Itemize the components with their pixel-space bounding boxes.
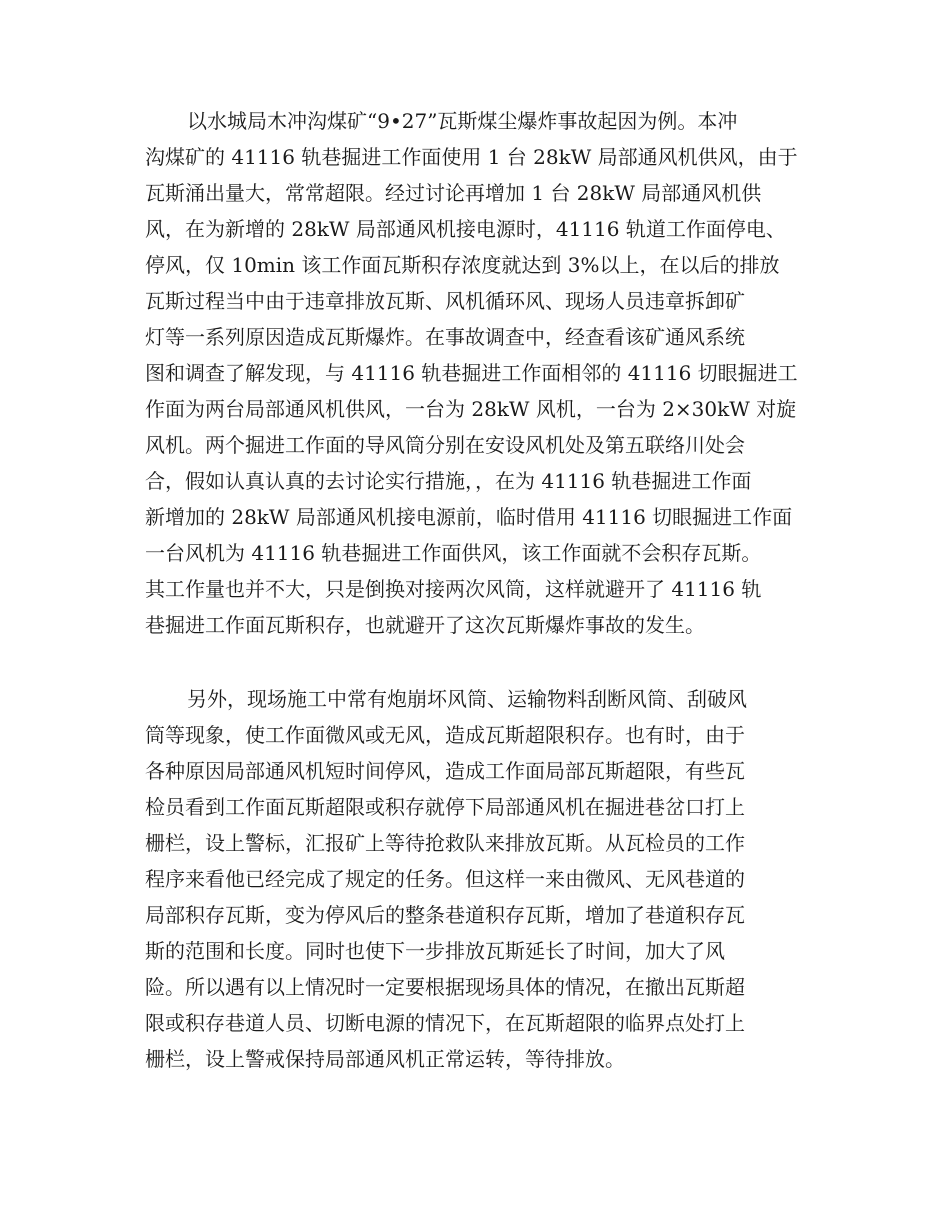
paragraph-line: 沟煤矿的 41116 轨巷掘进工作面使用 1 台 28kW 局部通风机供风，由于: [145, 145, 798, 169]
paragraph-line: 险。所以遇有以上情况时一定要根据现场具体的情况，在撤出瓦斯超: [145, 975, 745, 999]
paragraph-line: 风机。两个掘进工作面的导风筒分别在安设风机处及第五联络川处会: [145, 433, 745, 457]
paragraph-line: 风，在为新增的 28kW 局部通风机接电源时，41116 轨道工作面停电、: [145, 217, 786, 241]
paragraph-line: 瓦斯过程当中由于违章排放瓦斯、风机循环风、现场人员违章拆卸矿: [145, 289, 745, 313]
paragraph-line: 限或积存巷道人员、切断电源的情况下，在瓦斯超限的临界点处打上: [145, 1011, 745, 1035]
paragraph-line: 检员看到工作面瓦斯超限或积存就停下局部通风机在掘进巷岔口打上: [145, 795, 745, 819]
paragraph-line: 合，假如认真认真的去讨论实行措施，，在为 41116 轨巷掘进工作面: [145, 469, 752, 493]
paragraph-line: 另外，现场施工中常有炮崩坏风筒、运输物料刮断风筒、刮破风: [187, 687, 747, 711]
paragraph-line: 斯的范围和长度。同时也使下一步排放瓦斯延长了时间，加大了风: [145, 939, 725, 963]
paragraph-line: 瓦斯涌出量大，常常超限。经过讨论再增加 1 台 28kW 局部通风机供: [145, 181, 762, 205]
paragraph-line: 巷掘进工作面瓦斯积存，也就避开了这次瓦斯爆炸事故的发生。: [145, 613, 705, 637]
paragraph-line: 局部积存瓦斯，变为停风后的整条巷道积存瓦斯，增加了巷道积存瓦: [145, 903, 745, 927]
paragraph-line: 新增加的 28kW 局部通风机接电源前，临时借用 41116 切眼掘进工作面: [145, 505, 793, 529]
paragraph-line: 以水城局木冲沟煤矿“9•27”瓦斯煤尘爆炸事故起因为例。本冲: [187, 109, 738, 133]
paragraph-line: 筒等现象，使工作面微风或无风，造成瓦斯超限积存。也有时，由于: [145, 723, 745, 747]
paragraph-line: 程序来看他已经完成了规定的任务。但这样一来由微风、无风巷道的: [145, 867, 745, 891]
paragraph-line: 图和调查了解发现，与 41116 轨巷掘进工作面相邻的 41116 切眼掘进工: [145, 361, 798, 385]
paragraph-line: 各种原因局部通风机短时间停风，造成工作面局部瓦斯超限，有些瓦: [145, 759, 745, 783]
paragraph-line: 停风，仅 10min 该工作面瓦斯积存浓度就达到 3%以上，在以后的排放: [145, 253, 780, 277]
paragraph-line: 作面为两台局部通风机供风，一台为 28kW 风机，一台为 2×30kW 对旋: [145, 397, 797, 421]
paragraph-line: 灯等一系列原因造成瓦斯爆炸。在事故调查中，经查看该矿通风系统: [145, 325, 745, 349]
paragraph-line: 栅栏，设上警戒保持局部通风机正常运转，等待排放。: [145, 1047, 625, 1071]
paragraph-line: 其工作量也并不大，只是倒换对接两次风筒，这样就避开了 41116 轨: [145, 577, 762, 601]
paragraph-line: 一台风机为 41116 轨巷掘进工作面供风，该工作面就不会积存瓦斯。: [145, 541, 762, 565]
paragraph-line: 栅栏，设上警标，汇报矿上等待抢救队来排放瓦斯。从瓦检员的工作: [145, 831, 745, 855]
